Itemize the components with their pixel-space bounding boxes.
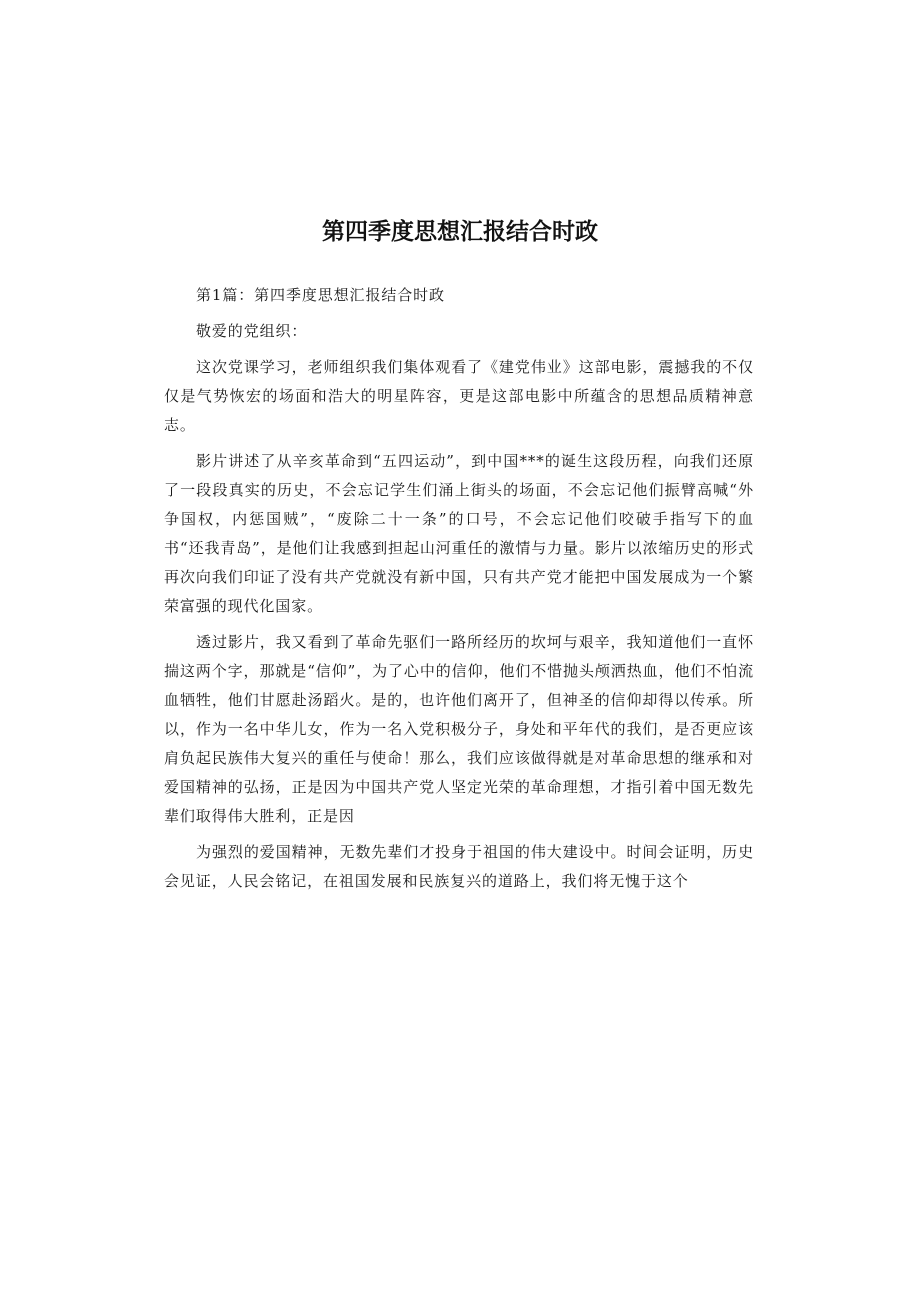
paragraph-3: 透过影片，我又看到了革命先驱们一路所经历的坎坷与艰辛，我知道他们一直怀揣这两个字，那就是“信仰”，为了心中的信仰，他们不惜抛头颅洒热血，他们不怕流血牺牲，他们甘愿赴汤蹈火。是的，也许他们离开了，但神圣的信仰却得以传承。所以，作为一名中华儿女，作为一名入党积极分子，身处和平年代的我们，是否更应该肩负起民族伟大复兴的重任与使命！那么，我们应该做得就是对革命思想的继承和对爱国精神的弘扬，正是因为中国共产党人坚定光荣的革命理想，才指引着中国无数先辈们取得伟大胜利，正是因 — [164, 633, 754, 825]
paragraph-2: 影片讲述了从辛亥革命到“五四运动”，到中国***的诞生这段历程，向我们还原了一段段真实的历史，不会忘记学生们涌上街头的场面，不会忘记他们振臂高喊“外争国权，内惩国贼”，“废除二十一条”的口号，不会忘记他们咬破手指写下的血书“还我青岛”，是他们让我感到担起山河重任的激情与力量。影片以浓缩历史的形式再次向我们印证了没有共产党就没有新中国，只有共产党才能把中国发展成为一个繁荣富强的现代化国家。 — [164, 452, 754, 615]
document-body — [164, 281, 754, 903]
salutation: 敬爱的党组织： — [196, 322, 308, 340]
paragraph-1: 这次党课学习，老师组织我们集体观看了《建党伟业》这部电影，震撼我的不仅仅是气势恢宏的场面和浩大的明星阵容，更是这部电影中所蕴含的思想品质精神意志。 — [164, 358, 754, 434]
document-title: 第四季度思想汇报结合时政 — [322, 219, 598, 245]
paragraph-4: 为强烈的爱国精神，无数先辈们才投身于祖国的伟大建设中。时间会证明，历史会见证，人民会铭记，在祖国发展和民族复兴的道路上，我们将无愧于这个 — [164, 843, 754, 890]
section-heading: 第1篇：第四季度思想汇报结合时政 — [196, 286, 445, 304]
